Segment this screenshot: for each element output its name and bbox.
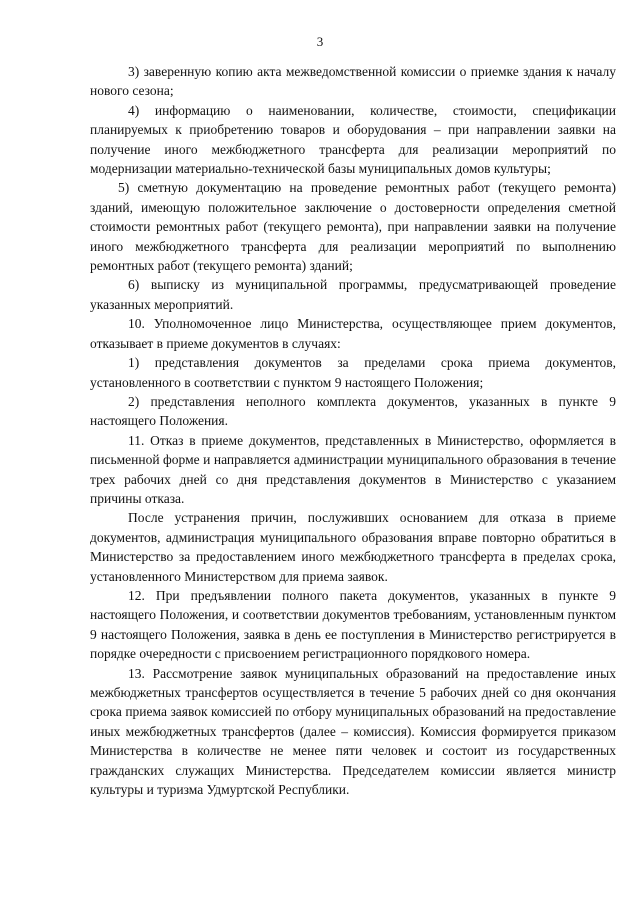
paragraph-clause-11: 11. Отказ в приеме документов, представленных в Министерство, оформляется в письменной форме и направляется администрации муниципального образования в течение трех рабочих дней со дня представления документов в Министерство с указанием причины отказа. (90, 432, 616, 506)
document-body (90, 62, 616, 799)
paragraph-clause-12: 12. При предъявлении полного пакета документов, указанных в пункте 9 настоящего Положения, и соответствии документов требованиям, установленным пунктом 9 настоящего Положения, заявка в день ее поступления в Министерство регистрируется в порядке очередности с присвоением регистрационного порядкового номера. (90, 587, 616, 662)
paragraph-clause-11-continued: После устранения причин, послуживших основанием для отказа в приеме документов, администрация муниципального образования вправе повторно обратиться в Министерство за предоставлением иного межбюджетного трансферта в пределах срока, установленного Министерством для приема заявок. (90, 510, 616, 584)
paragraph-clause-13: 13. Рассмотрение заявок муниципальных образований на предоставление иных межбюджетных трансфертов осуществляется в течение 5 рабочих дней со дня окончания срока приема заявок комиссией по отбору муниципальных образований на предоставление иных межбюджетных трансфертов (далее – комиссия). Комиссия формируется приказом Министерства в количестве не менее пяти человек и состоит из государственных гражданских служащих Министерства. Председателем комиссии является министр культуры и туризма Удмуртской Республики. (90, 665, 616, 798)
paragraph-item-5: 5) сметную документацию на проведение ремонтных работ (текущего ремонта) зданий, имеющую положительное заключение о достоверности определения сметной стоимости ремонтных работ (текущего ремонта), при направлении заявки на получение иного межбюджетного трансферта для реализации мероприятий по выполнению ремонтных работ (текущего ремонта) зданий; (90, 180, 616, 274)
page-number: 3 (316, 34, 324, 49)
paragraph-clause-10-item-2: 2) представления неполного комплекта документов, указанных в пункте 9 настоящего Положения. (90, 393, 616, 429)
paragraph-clause-10-item-1: 1) представления документов за пределами срока приема документов, установленного в соответствии с пунктом 9 настоящего Положения; (90, 355, 616, 390)
paragraph-item-6: 6) выписку из муниципальной программы, предусматривающей проведение указанных мероприятий. (90, 277, 616, 312)
paragraph-clause-10: 10. Уполномоченное лицо Министерства, осуществляющее прием документов, отказывает в приеме документов в случаях: (90, 316, 616, 351)
paragraph-item-4: 4) информацию о наименовании, количестве, стоимости, спецификации планируемых к приобретению товаров и оборудования – при направлении заявки на получение иного межбюджетного трансферта для реализации мероприятий по модернизации материально-технической базы муниципальных домов культуры; (90, 102, 616, 177)
paragraph-item-3: 3) заверенную копию акта межведомственной комиссии о приемке здания к началу нового сезона; (90, 64, 616, 99)
